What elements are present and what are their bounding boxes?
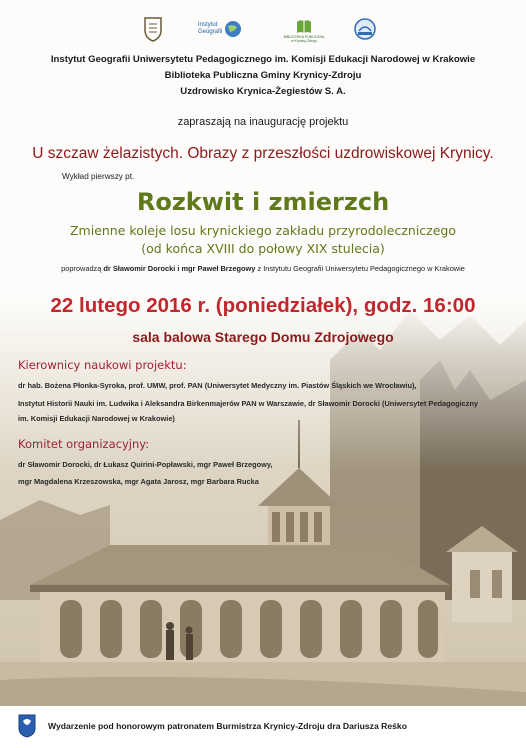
logo-text-line2: Geografii: [198, 29, 223, 35]
leaders-heading: Kierownicy naukowi projektu:: [18, 358, 187, 372]
committee-heading: Komitet organizacyjny:: [18, 437, 150, 451]
globe-icon: [224, 20, 242, 38]
header-institution-1: Instytut Geografii Uniwersytetu Pedagogicznego im. Komisji Edukacji Narodowej w Krakowie: [50, 54, 476, 65]
presenters-names: dr Sławomir Dorocki i mgr Paweł Brzegowy: [103, 264, 256, 273]
book-icon: [296, 19, 312, 35]
lecture-title: Rozkwit i zmierzch: [136, 188, 390, 216]
leaders-line-2: Instytut Historii Nauki im. Ludwika i Aleksandra Birkenmajerów PAN w Warszawie, dr Sławomir Dorocki (Uniwersytet Pedagogiczny: [18, 399, 479, 408]
krynica-coat-of-arms-icon: [18, 714, 36, 738]
library-logo-line1: BIBLIOTEKA PUBLICZNA: [283, 35, 325, 39]
uzdrowisko-logo-icon: [352, 14, 378, 44]
header-institution-2: Biblioteka Publiczna Gminy Krynicy-Zdroju: [164, 70, 362, 81]
invite-text: zapraszają na inaugurację projektu: [177, 116, 349, 128]
event-venue: sala balowa Starego Domu Zdrojowego: [132, 329, 394, 345]
university-crest-icon: [140, 14, 166, 44]
leaders-line-1: dr hab. Bożena Płonka-Syroka, prof. UMW, prof. PAN (Uniwersytet Medyczny im. Piastów Śląskich we Wrocławiu),: [18, 381, 417, 390]
lecture-subtitle-2: (od końca XVIII do połowy XIX stulecia): [141, 241, 385, 256]
committee-line-2: mgr Magdalena Krzeszowska, mgr Agata Jarosz, mgr Barbara Rucka: [18, 477, 259, 486]
presenters-suffix: z Instytutu Geografii Uniwersytetu Pedagogicznego w Krakowie: [255, 264, 465, 273]
partner-logos: [0, 14, 526, 48]
event-date: 22 lutego 2016 r. (poniedziałek), godz. 16:00: [50, 294, 476, 317]
leaders-line-3: im. Komisji Edukacji Narodowej w Krakowie): [18, 414, 175, 423]
presenters-prefix: poprowadzą: [61, 264, 104, 273]
project-title: U szczaw żelazistych. Obrazy z przeszłości uzdrowiskowej Krynicy.: [32, 145, 494, 162]
instytut-geografii-logo: [198, 14, 256, 44]
lecture-label: Wykład pierwszy pt.: [62, 172, 135, 181]
committee-line-1: dr Sławomir Dorocki, dr Łukasz Quirini-Popławski, mgr Paweł Brzegowy,: [18, 460, 273, 469]
logo-text-line1: Instytut: [198, 22, 218, 28]
biblioteka-publiczna-logo: [282, 14, 326, 48]
lecture-subtitle-1: Zmienne koleje losu krynickiego zakładu przyrodoleczniczego: [69, 223, 456, 238]
footer-patronage-text: Wydarzenie pod honorowym patronatem Burmistrza Krynicy-Zdroju dra Dariusza Reśko: [48, 721, 407, 731]
presenters-line: [0, 264, 526, 273]
header-institution-3: Uzdrowisko Krynica-Żegiestów S. A.: [180, 86, 346, 97]
library-logo-line2: w Krynicy-Zdroju: [290, 39, 318, 43]
footer: [0, 706, 526, 748]
